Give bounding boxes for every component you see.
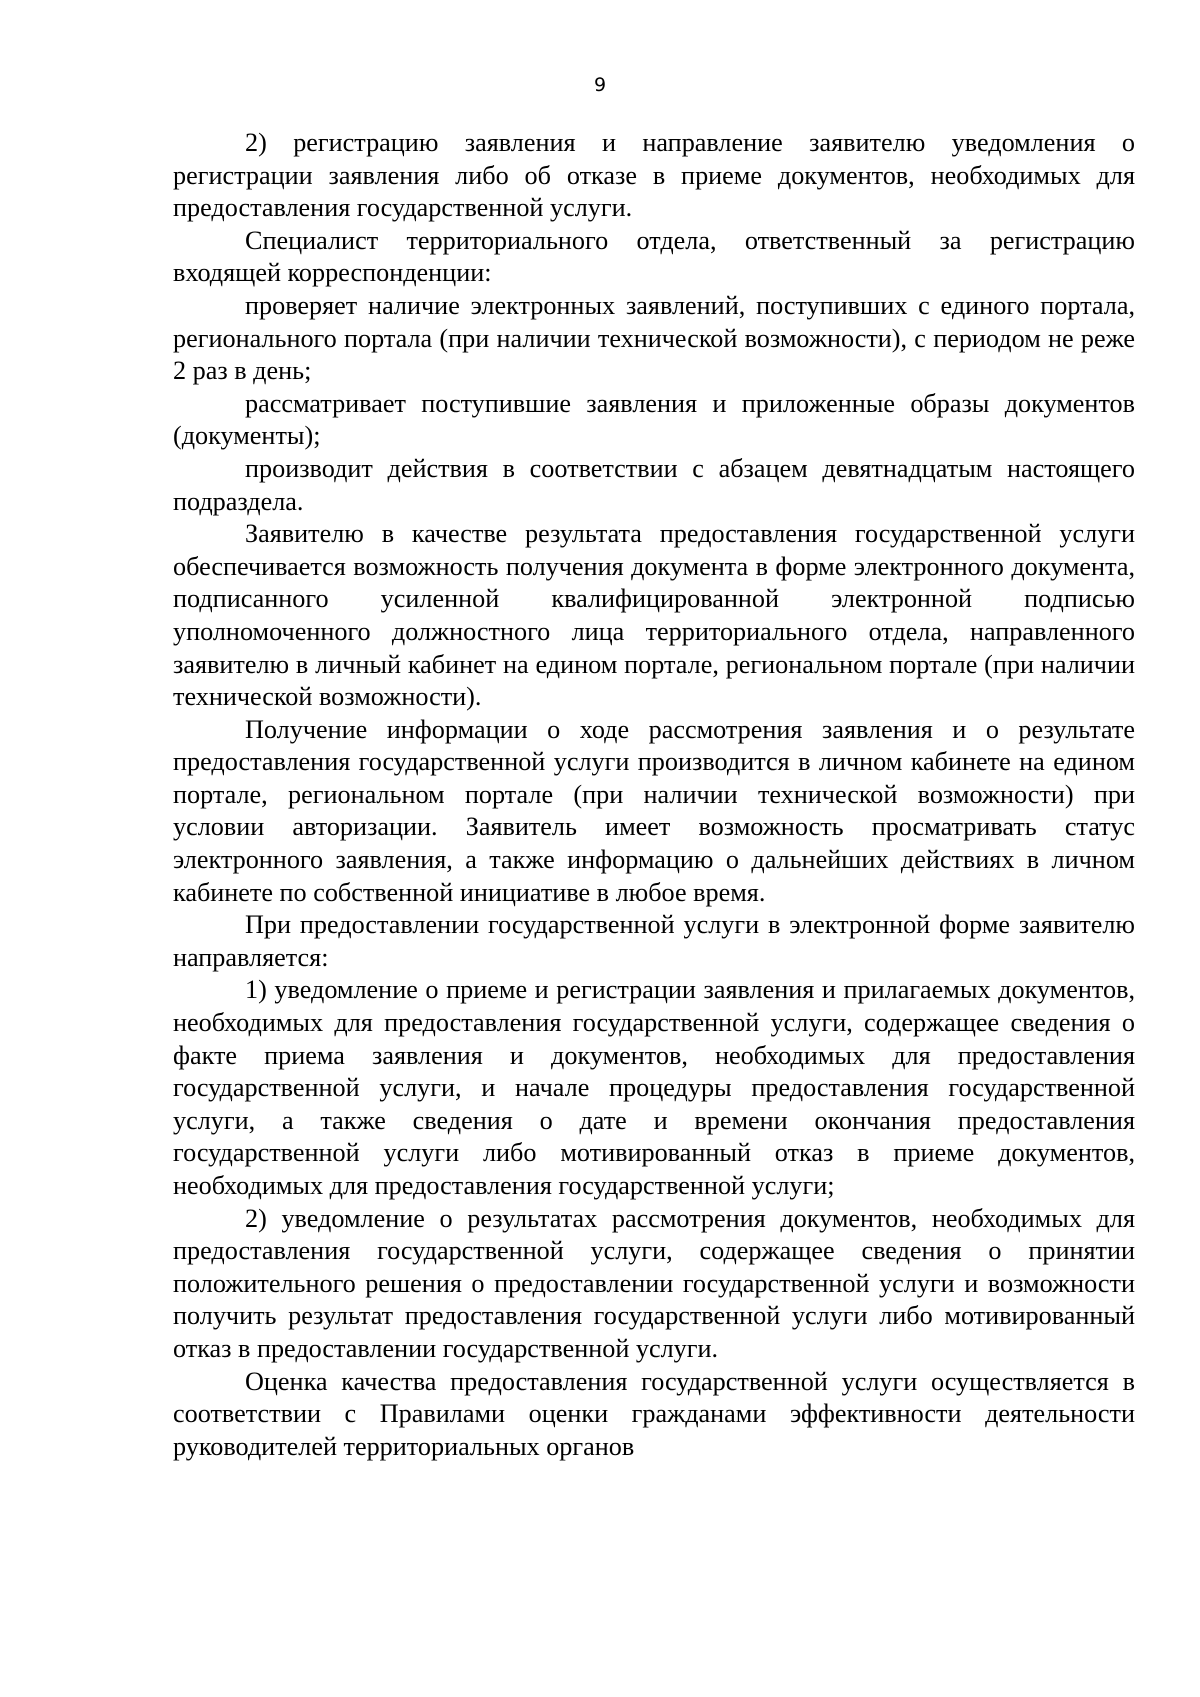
paragraph-checks-applications: проверяет наличие электронных заявлений, поступивших с единого портала, регионального портала (при наличии технической возможности), с периодом не реже 2 раз в день; <box>173 290 1135 386</box>
paragraph-reviews-documents: рассматривает поступившие заявления и приложенные образы документов (документы); <box>173 388 1135 451</box>
paragraph-registration-notice: 2) регистрацию заявления и направление заявителю уведомления о регистрации заявления либо об отказе в приеме документов, необходимых для предоставления государственной услуги. <box>173 128 1135 223</box>
paragraph-notification-results: 2) уведомление о результатах рассмотрения документов, необходимых для предоставления государственной услуги, содержащее сведения о принятии положительного решения о предоставлении государственной услуги и возможности получить результат предоставления государственной услуги либо мотивированный отказ в предоставлении государственной услуги. <box>173 1203 1135 1363</box>
paragraph-result-electronic-document: Заявителю в качестве результата предоставления государственной услуги обеспечивается возможность получения документа в форме электронного документа, подписанного усиленной квалифицированной электронной подписью уполномоченного должностного лица территориального отдела, направленного заявителю в личный кабинет на едином портале, региональном портале (при наличии технической возможности). <box>173 519 1135 712</box>
page-number: 9 <box>593 74 607 96</box>
paragraph-notification-receipt: 1) уведомление о приеме и регистрации заявления и прилагаемых документов, необходимых для предоставления государственной услуги, содержащее сведения о факте приема заявления и документов, необходимых для предоставления государственной услуги, и начале процедуры предоставления государственной услуги, а также сведения о дате и времени окончания предоставления государственной услуги либо мотивированный отказ в приеме документов, необходимых для предоставления государственной услуги; <box>173 975 1135 1200</box>
document-body <box>173 127 1135 1463</box>
paragraph-specialist-intro: Специалист территориального отдела, ответственный за регистрацию входящей корреспонденции: <box>173 225 1135 288</box>
paragraph-electronic-form-intro: При предоставлении государственной услуги в электронной форме заявителю направляется: <box>173 910 1135 972</box>
paragraph-quality-assessment: Оценка качества предоставления государственной услуги осуществляется в соответствии с Правилами оценки гражданами эффективности деятельности руководителей территориальных органов <box>173 1366 1135 1461</box>
paragraph-performs-actions: производит действия в соответствии с абзацем девятнадцатым настоящего подраздела. <box>173 453 1135 516</box>
paragraph-status-information: Получение информации о ходе рассмотрения заявления и о результате предоставления государственной услуги производится в личном кабинете на едином портале, региональном портале (при наличии технической возможности) при условии авторизации. Заявитель имеет возможность просматривать статус электронного заявления, а также информацию о дальнейших действиях в личном кабинете по собственной инициативе в любое время. <box>173 714 1135 907</box>
